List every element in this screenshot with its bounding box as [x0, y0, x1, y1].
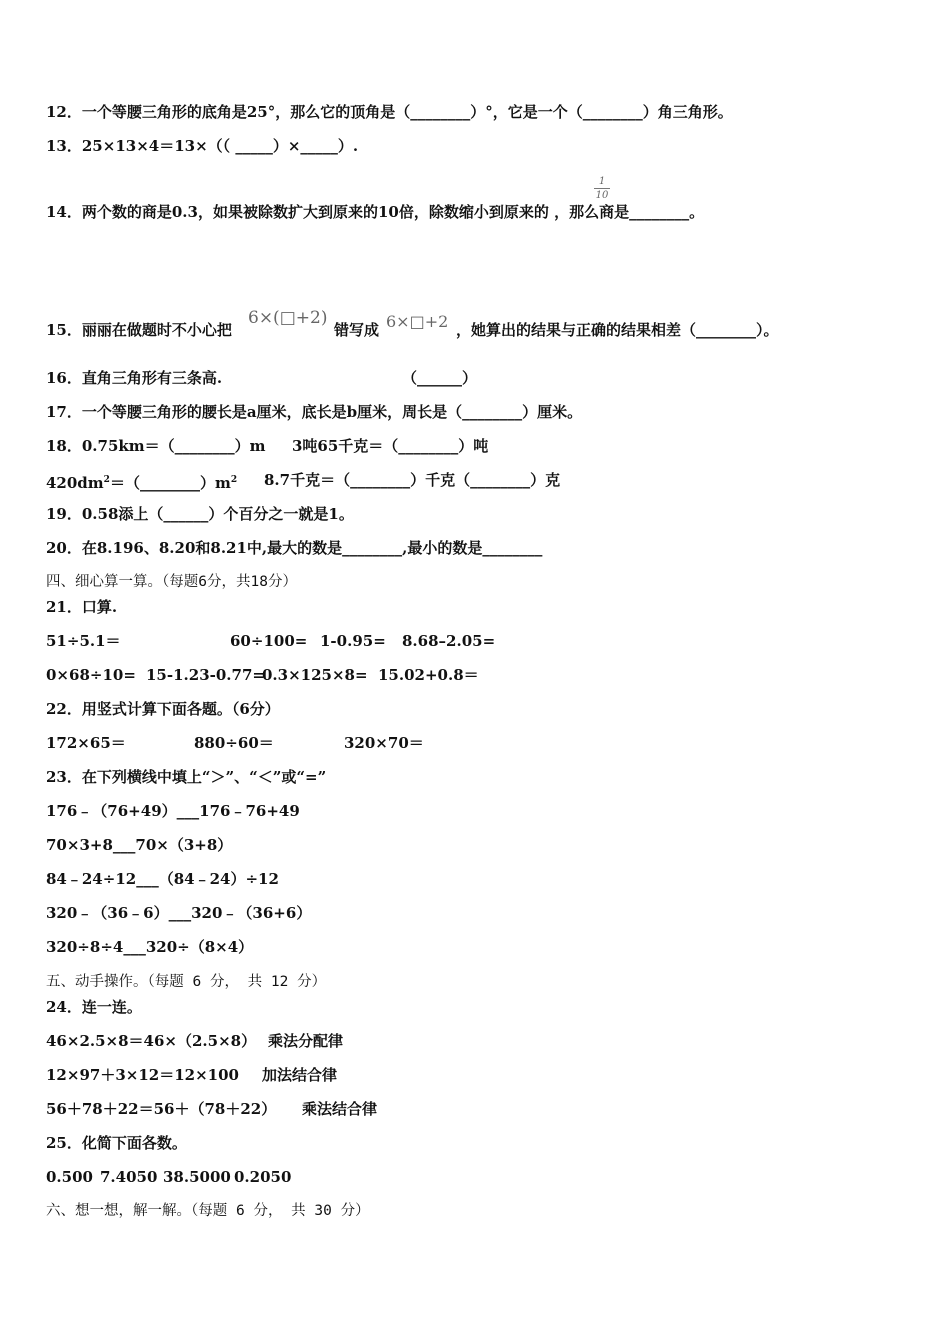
question-16: 16．直角三角形有三条高.	[46, 369, 223, 387]
fraction-denominator: 10	[595, 190, 609, 201]
q21-r1-c2: 60÷100=	[230, 632, 308, 650]
question-18-d: 8.7千克＝（________）千克（________）克	[264, 471, 561, 489]
q21-r2-c1: 0×68÷10=	[46, 666, 136, 684]
q18c-pre: 420dm	[46, 474, 104, 492]
q25-c3: 38.5000	[163, 1168, 231, 1186]
question-14: 14．两个数的商是0.3，如果被除数扩大到原来的10倍，除数缩小到原来的 ，那么商是________。	[46, 203, 705, 221]
question-23: 23．在下列横线中填上“＞”、“＜”或“=”	[46, 768, 327, 786]
question-18-b: 3吨65千克＝（________）吨	[292, 437, 489, 455]
fraction-numerator: 1	[598, 176, 606, 187]
question-21: 21．口算.	[46, 598, 118, 616]
q24-left-1: 46×2.5×8＝46×（2.5×8）	[46, 1032, 257, 1050]
question-19: 19．0.58添上（______）个百分之一就是1。	[46, 505, 354, 523]
question-16-answer: （______）	[402, 369, 478, 387]
fraction-one-tenth	[594, 176, 610, 201]
question-17: 17．一个等腰三角形的腰长是a厘米，底长是b厘米，周长是（________）厘米。	[46, 403, 583, 421]
q18c-sup2: 2	[230, 475, 238, 485]
question-24: 24．连一连。	[46, 998, 142, 1016]
q22-c1: 172×65＝	[46, 734, 126, 752]
q21-r1-c4: 8.68–2.05=	[402, 632, 496, 650]
section-4-heading: 四、细心算一算。（每题6分，共18分）	[46, 574, 297, 590]
section-6-heading: 六、想一想，解一解。（每题 6 分， 共 30 分）	[46, 1203, 370, 1219]
q25-c4: 0.2050	[234, 1168, 292, 1186]
question-15-mid: 错写成	[334, 321, 380, 339]
q24-right-3: 乘法结合律	[302, 1100, 378, 1118]
q22-c2: 880÷60＝	[194, 734, 274, 752]
q21-r2-c2: 15-1.23-0.77=	[146, 666, 265, 684]
q24-left-3: 56＋78＋22＝56＋（78＋22）	[46, 1100, 277, 1118]
q23-item-3: 84﹣24÷12___（84﹣24）÷12	[46, 870, 279, 888]
question-18-a: 18．0.75km＝（________）m	[46, 437, 266, 455]
q25-c1: 0.500	[46, 1168, 93, 1186]
expression-wrong: 6×□+2	[386, 312, 449, 331]
q18c-sup: 2	[103, 475, 110, 485]
q21-r2-c4: 15.02+0.8＝	[378, 666, 479, 684]
q21-r1-c3: 1-0.95=	[320, 632, 386, 650]
question-18-c	[46, 470, 237, 493]
q24-right-1: 乘法分配律	[268, 1032, 344, 1050]
question-13: 13．25×13×4＝13×（（ _____）×_____）.	[46, 137, 359, 155]
q25-c2: 7.4050	[100, 1168, 158, 1186]
q22-c3: 320×70＝	[344, 734, 424, 752]
question-22: 22．用竖式计算下面各题。（6分）	[46, 700, 280, 718]
question-20: 20．在8.196、8.20和8.21中,最大的数是________,最小的数是________	[46, 539, 543, 557]
q24-left-2: 12×97＋3×12＝12×100	[46, 1066, 239, 1084]
q23-item-2: 70×3+8___70×（3+8）	[46, 836, 233, 854]
section-5-heading: 五、动手操作。（每题 6 分， 共 12 分）	[46, 974, 327, 990]
fraction-bar	[594, 188, 610, 189]
q21-r1-c1: 51÷5.1＝	[46, 632, 121, 650]
q24-right-2: 加法结合律	[262, 1066, 338, 1084]
question-15-pre: 15．丽丽在做题时不小心把	[46, 321, 232, 339]
q23-item-5: 320÷8÷4___320÷（8×4）	[46, 938, 254, 956]
expression-correct: 6×(□+2)	[248, 308, 328, 328]
q21-r2-c3: 0.3×125×8=	[262, 666, 368, 684]
question-25: 25．化简下面各数。	[46, 1134, 187, 1152]
q23-item-4: 320﹣（36﹣6）___320﹣（36+6）	[46, 904, 312, 922]
q23-item-1: 176﹣（76+49）___176﹣76+49	[46, 802, 300, 820]
question-12: 12．一个等腰三角形的底角是25°，那么它的顶角是（________）°，它是一个（________）角三角形。	[46, 103, 733, 121]
q18c-post: ＝（________）m	[109, 474, 231, 492]
question-15-post: ，她算出的结果与正确的结果相差（________）。	[456, 321, 779, 339]
